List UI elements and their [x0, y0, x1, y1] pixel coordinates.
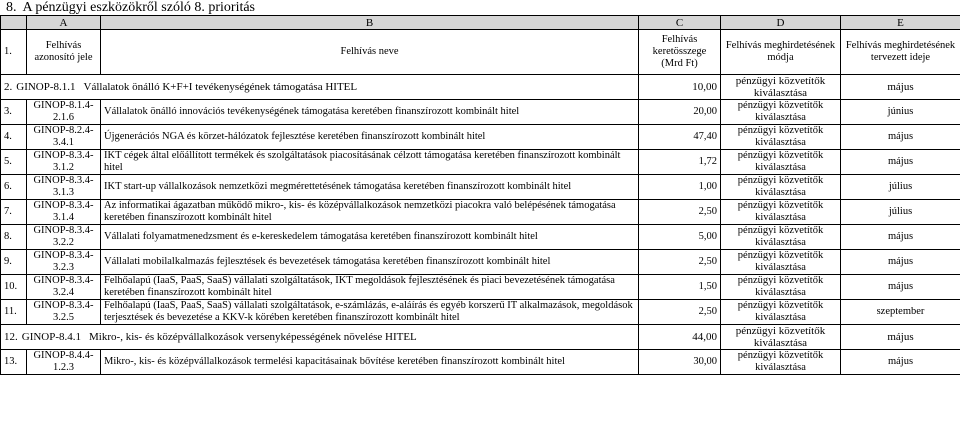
header-id: Felhívás azonosító jele — [27, 30, 101, 75]
row-amount: 1,72 — [639, 150, 721, 175]
row-name: IKT cégek által előállított termékek és szolgáltatások piacosításának célzott támogatása keretében finanszírozott kombinált hitel — [101, 150, 639, 175]
table-row — [1, 225, 960, 250]
row-method: pénzügyi közvetítők kiválasztása — [721, 325, 841, 350]
row-method: pénzügyi közvetítők kiválasztása — [721, 125, 841, 150]
row-id: GINOP-8.4.1 — [21, 331, 82, 343]
program-cell — [1, 75, 639, 100]
row-date: május — [841, 250, 960, 275]
row-id: GINOP-8.3.4-3.2.5 — [27, 300, 101, 325]
row-index: 4. — [1, 125, 27, 150]
column-letter-d: D — [721, 16, 841, 30]
row-name: Mikro-, kis- és középvállalkozások termelési kapacitásainak bővítése keretében finanszírozott kombinált hitel — [101, 350, 639, 375]
table-row — [1, 300, 960, 325]
row-method: pénzügyi közvetítők kiválasztása — [721, 150, 841, 175]
row-index: 8. — [1, 225, 27, 250]
column-letter-row — [1, 16, 960, 30]
calls-table — [0, 15, 960, 375]
program-cell — [1, 325, 639, 350]
header-date: Felhívás meghirdetésének tervezett ideje — [841, 30, 960, 75]
row-id: GINOP-8.4.4-1.2.3 — [27, 350, 101, 375]
row-name: Vállalatok önálló K+F+I tevékenységének támogatása HITEL — [83, 81, 358, 93]
row-name: Vállalati folyamatmenedzsment és e-kereskedelem támogatása keretében finanszírozott kombinált hitel — [101, 225, 639, 250]
row-name: Vállalati mobilalkalmazás fejlesztések és bevezetések támogatása keretében finanszírozott kombinált hitel — [101, 250, 639, 275]
row-date: május — [841, 225, 960, 250]
row-index: 13. — [1, 350, 27, 375]
header-index: 1. — [1, 30, 27, 75]
row-index: 9. — [1, 250, 27, 275]
row-id: GINOP-8.1.1 — [16, 81, 76, 93]
header-amount: Felhívás keretösszege (Mrd Ft) — [639, 30, 721, 75]
table-row — [1, 125, 960, 150]
table-row — [1, 275, 960, 300]
row-method: pénzügyi közvetítők kiválasztása — [721, 350, 841, 375]
heading-title: A pénzügyi eszközökről szóló 8. prioritás — [22, 0, 256, 15]
row-name: Az informatikai ágazatban működő mikro-, kis- és középvállalkozások nemzetközi piacokra való belépésének támogatása keretében finanszírozott kombinált hitel — [101, 200, 639, 225]
column-letter-e: E — [841, 16, 960, 30]
row-date: július — [841, 200, 960, 225]
row-date: június — [841, 100, 960, 125]
row-date: május — [841, 275, 960, 300]
row-date: május — [841, 75, 960, 100]
row-method: pénzügyi közvetítők kiválasztása — [721, 100, 841, 125]
row-date: május — [841, 325, 960, 350]
row-method: pénzügyi közvetítők kiválasztása — [721, 250, 841, 275]
row-id: GINOP-8.3.4-3.1.4 — [27, 200, 101, 225]
table-row — [1, 350, 960, 375]
row-id: GINOP-8.3.4-3.2.4 — [27, 275, 101, 300]
row-id: GINOP-8.3.4-3.2.2 — [27, 225, 101, 250]
table-row — [1, 75, 960, 100]
row-method: pénzügyi közvetítők kiválasztása — [721, 175, 841, 200]
row-id: GINOP-8.2.4-3.4.1 — [27, 125, 101, 150]
table-row — [1, 325, 960, 350]
table-row — [1, 200, 960, 225]
row-name: Vállalatok önálló innovációs tevékenységének támogatása keretében finanszírozott kombinált hitel — [101, 100, 639, 125]
page-heading — [6, 0, 255, 16]
row-name: Felhőalapú (IaaS, PaaS, SaaS) vállalati szolgáltatások, e-számlázás, e-aláírás és egyéb korszerű IT alkalmazások, megoldások terjesztések és bevezetése a KKV-k körében keretében finanszírozott kombinált hitel — [101, 300, 639, 325]
row-index: 3. — [1, 100, 27, 125]
row-method: pénzügyi közvetítők kiválasztása — [721, 200, 841, 225]
row-method: pénzügyi közvetítők kiválasztása — [721, 75, 841, 100]
row-amount: 2,50 — [639, 200, 721, 225]
header-name: Felhívás neve — [101, 30, 639, 75]
row-method: pénzügyi közvetítők kiválasztása — [721, 300, 841, 325]
row-id: GINOP-8.3.4-3.1.2 — [27, 150, 101, 175]
row-method: pénzügyi közvetítők kiválasztása — [721, 275, 841, 300]
row-id: GINOP-8.3.4-3.1.3 — [27, 175, 101, 200]
row-index: 12. — [4, 331, 18, 343]
row-amount: 44,00 — [639, 325, 721, 350]
header-row — [1, 30, 960, 75]
row-amount: 2,50 — [639, 250, 721, 275]
row-index: 6. — [1, 175, 27, 200]
letter-blank — [1, 16, 27, 30]
row-amount: 47,40 — [639, 125, 721, 150]
row-index: 2. — [4, 81, 13, 93]
row-amount: 10,00 — [639, 75, 721, 100]
row-name: Mikro-, kis- és középvállalkozások versenyképességének növelése HITEL — [89, 331, 417, 343]
row-amount: 1,50 — [639, 275, 721, 300]
row-amount: 1,00 — [639, 175, 721, 200]
row-date: május — [841, 150, 960, 175]
row-index: 7. — [1, 200, 27, 225]
row-amount: 30,00 — [639, 350, 721, 375]
header-method: Felhívás meghirdetésének módja — [721, 30, 841, 75]
row-amount: 2,50 — [639, 300, 721, 325]
row-method: pénzügyi közvetítők kiválasztása — [721, 225, 841, 250]
row-name: Felhőalapú (IaaS, PaaS, SaaS) vállalati szolgáltatások, IKT megoldások fejlesztésének és piaci bevezetésének támogatása keretében finanszírozott kombinált hitel — [101, 275, 639, 300]
row-date: szeptember — [841, 300, 960, 325]
row-amount: 5,00 — [639, 225, 721, 250]
row-id: GINOP-8.1.4-2.1.6 — [27, 100, 101, 125]
row-date: május — [841, 350, 960, 375]
table-row — [1, 100, 960, 125]
row-amount: 20,00 — [639, 100, 721, 125]
row-index: 10. — [1, 275, 27, 300]
row-index: 5. — [1, 150, 27, 175]
column-letter-a: A — [27, 16, 101, 30]
table-row — [1, 150, 960, 175]
row-name: Újgenerációs NGA és körzet-hálózatok fejlesztése keretében finanszírozott kombinált hitel — [101, 125, 639, 150]
heading-number: 8. — [6, 0, 17, 15]
row-date: július — [841, 175, 960, 200]
row-name: IKT start-up vállalkozások nemzetközi megmérettetésének támogatása keretében finanszírozott kombinált hitel — [101, 175, 639, 200]
row-id: GINOP-8.3.4-3.2.3 — [27, 250, 101, 275]
table-row — [1, 250, 960, 275]
row-date: május — [841, 125, 960, 150]
column-letter-c: C — [639, 16, 721, 30]
row-index: 11. — [1, 300, 27, 325]
table-row — [1, 175, 960, 200]
column-letter-b: B — [101, 16, 639, 30]
